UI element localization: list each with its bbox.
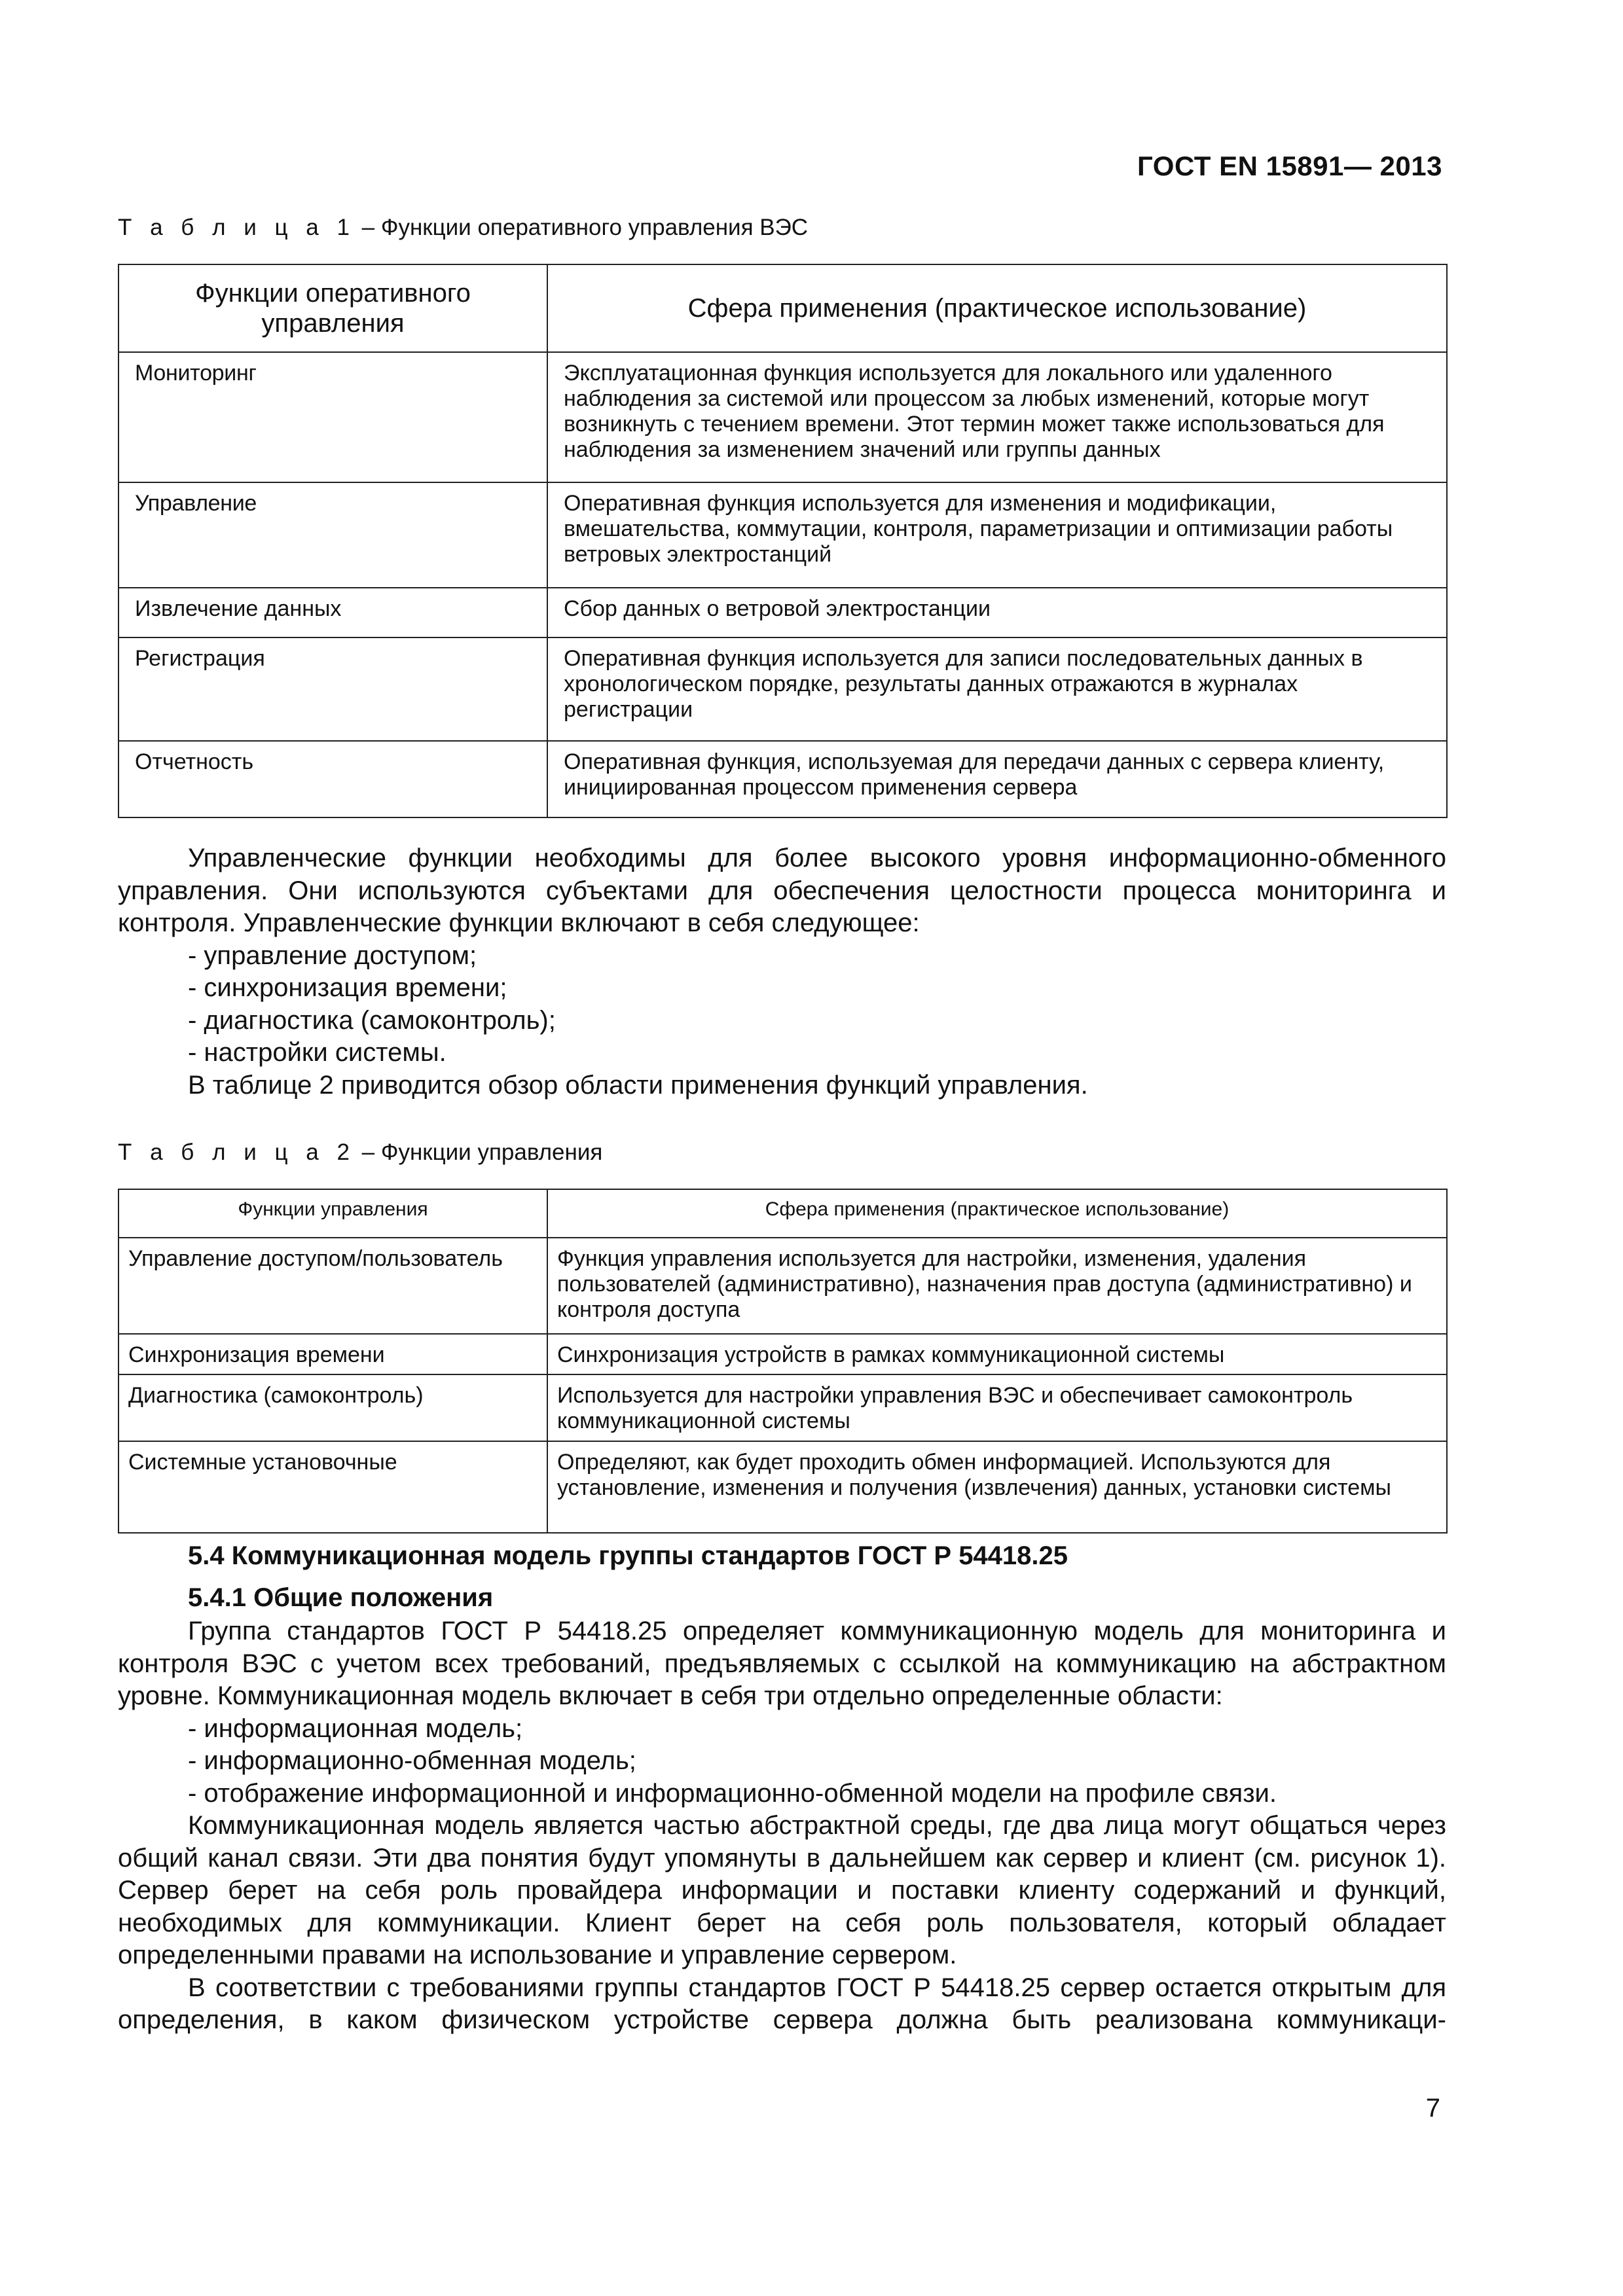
table-row <box>119 588 1447 637</box>
table2-function-name: Диагностика (самоконтроль) <box>119 1374 547 1441</box>
paragraph: Коммуникационная модель является частью абстрактной среды, где два лица могут общаться через общий канал связи. Эти два понятия будут упомянуты в дальнейшем как сервер и клиент (см. рисунок 1). Сервер берет на себя роль провайдера информации и поставки клиенту содержаний и функций, необходимых для коммуникации. Клиент берет на себя роль пользователя, который обладает определенными правами на использование и управление сервером. <box>118 1811 1446 1969</box>
table-row <box>119 1441 1447 1533</box>
table1-header-col2: Сфера применения (практическое использование) <box>547 264 1447 352</box>
table-row <box>119 1334 1447 1374</box>
list-item: - синхронизация времени; <box>188 973 507 1002</box>
table-row <box>119 637 1447 741</box>
table-row <box>119 1238 1447 1334</box>
table2-caption-title: – Функции управления <box>355 1139 603 1165</box>
table1-header-col1: Функции оперативного управления <box>119 264 547 352</box>
list-item: - отображение информационной и информационно-обменной модели на профиле связи. <box>188 1778 1277 1808</box>
list-item: - настройки системы. <box>188 1038 447 1067</box>
table2-function-scope: Определяют, как будет проходить обмен информацией. Используются для установление, изменения и получения (извлечения) данных, установки системы <box>547 1441 1447 1533</box>
list-item: - диагностика (самоконтроль); <box>188 1005 556 1035</box>
table2-caption <box>118 1139 602 1166</box>
table1-caption-title: – Функции оперативного управления ВЭС <box>355 215 809 240</box>
paragraph: Группа стандартов ГОСТ Р 54418.25 определяет коммуникационную модель для мониторинга и контроля ВЭС с учетом всех требований, предъявляемых с ссылкой на коммуникацию на абстрактном уровне. Коммуникационная модель включает в себя три отдельно определенные области: <box>118 1617 1446 1710</box>
table-row <box>119 1374 1447 1441</box>
table-row <box>119 352 1447 482</box>
paragraph: Управленческие функции необходимы для более высокого уровня информационно-обменного управления. Они используются субъектами для обеспечения целостности процесса мониторинга и контроля. Управленческие функции включают в себя следующее: <box>118 844 1446 937</box>
table2-header-row <box>119 1189 1447 1238</box>
table2-header-col2: Сфера применения (практическое использование) <box>547 1189 1447 1238</box>
management-functions-text <box>118 842 1446 1102</box>
table2-function-name: Синхронизация времени <box>119 1334 547 1374</box>
table2-header-col1: Функции управления <box>119 1189 547 1238</box>
section-heading: 5.4 Коммуникационная модель группы стандартов ГОСТ Р 54418.25 <box>188 1541 1068 1570</box>
table2-function-name: Управление доступом/пользователь <box>119 1238 547 1334</box>
table1-function-scope: Оперативная функция используется для записи последовательных данных в хронологическом порядке, результаты данных отражаются в журналах регистрации <box>547 637 1447 741</box>
communication-model-section <box>118 1538 1446 2037</box>
table2-function-scope: Синхронизация устройств в рамках коммуникационной системы <box>547 1334 1447 1374</box>
table1-function-name: Мониторинг <box>119 352 547 482</box>
table-operational-functions <box>118 264 1448 818</box>
table2-caption-prefix: Т а б л и ц а 2 <box>118 1139 356 1165</box>
table1-function-name: Управление <box>119 482 547 588</box>
table2-function-scope: Используется для настройки управления ВЭС и обеспечивает самоконтроль коммуникационной системы <box>547 1374 1447 1441</box>
list-item: - информационная модель; <box>188 1713 523 1743</box>
page-number: 7 <box>1425 2094 1440 2123</box>
table1-function-name: Отчетность <box>119 741 547 817</box>
table1-function-name: Извлечение данных <box>119 588 547 637</box>
table1-function-scope: Оперативная функция, используемая для передачи данных с сервера клиенту, инициированная процессом применения сервера <box>547 741 1447 817</box>
paragraph: В таблице 2 приводится обзор области применения функций управления. <box>188 1070 1088 1100</box>
subsection-heading: 5.4.1 Общие положения <box>188 1583 494 1612</box>
table1-header-row <box>119 264 1447 352</box>
table1-caption-prefix: Т а б л и ц а 1 <box>118 215 356 240</box>
table1-function-scope: Сбор данных о ветровой электростанции <box>547 588 1447 637</box>
list-item: - информационно-обменная модель; <box>188 1746 636 1775</box>
table-row <box>119 482 1447 588</box>
table1-function-scope: Эксплуатационная функция используется для локального или удаленного наблюдения за системой или процессом за любых изменений, которые могут возникнуть с течением времени. Этот термин может также использоваться для наблюдения за изменением значений или группы данных <box>547 352 1447 482</box>
table1-function-name: Регистрация <box>119 637 547 741</box>
table1-function-scope: Оперативная функция используется для изменения и модификации, вмешательства, коммутации, контроля, параметризации и оптимизации работы ветровых электростанций <box>547 482 1447 588</box>
table1-caption <box>118 215 808 241</box>
paragraph: В соответствии с требованиями группы стандартов ГОСТ Р 54418.25 сервер остается открытым для определения, в каком физическом устройстве сервера должна быть реализована коммуникаци- <box>118 1973 1446 2034</box>
table-management-functions <box>118 1189 1448 1534</box>
list-item: - управление доступом; <box>188 941 477 970</box>
table2-function-name: Системные установочные <box>119 1441 547 1533</box>
table-row <box>119 741 1447 817</box>
standard-designation: ГОСТ EN 15891— 2013 <box>1137 151 1442 181</box>
table2-function-scope: Функция управления используется для настройки, изменения, удаления пользователей (административно), назначения прав доступа (административно) и контроля доступа <box>547 1238 1447 1334</box>
